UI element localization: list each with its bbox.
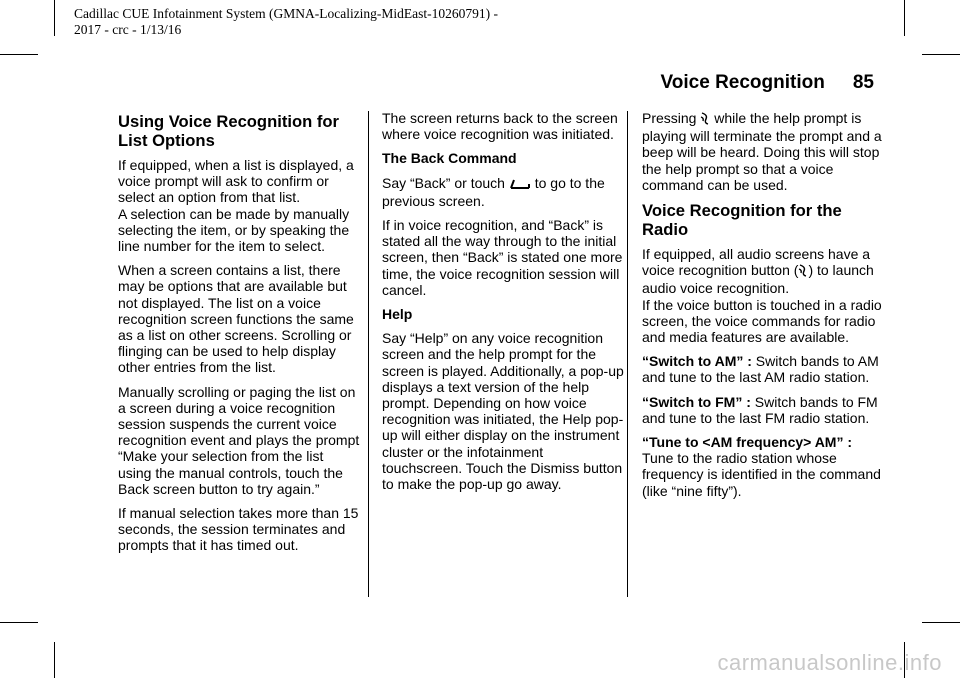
paragraph: If equipped, all audio screens have a voice recognition button ( ) to launch audio voice recognition. If the voice button is touched in a radio screen, the voice commands for radio and media features are available. [642,246,882,346]
paragraph: If manual selection takes more than 15 seconds, the session terminates and prompts that it has timed out. [118,505,359,554]
crop-mark [922,622,960,623]
crop-mark [54,0,55,36]
paragraph: Say “Back” or touch to go to the previous screen. [382,174,605,209]
column-divider [368,111,369,597]
paragraph: When a screen contains a list, there may be options that are available but not displayed. The list on a voice recognition screen functions the same as a list on other screens. Scrolling or flinging can be used to help display other entries from the list. [118,262,354,376]
section-title: Voice Recognition [660,72,825,93]
meta-line-2: 2017 - crc - 1/13/16 [74,22,182,37]
paragraph: The screen returns back to the screen where voice recognition was initiated. [382,110,618,143]
heading-help: Help [382,306,413,323]
meta-line-1: Cadillac CUE Infotainment System (GMNA-Localizing-MidEast-10260791) - [74,6,499,21]
crop-mark [54,642,55,678]
paragraph: Pressing while the help prompt is playing will terminate the prompt and a beep will be heard. Doing this will stop the help prompt so that a voice command can be used. [642,110,882,193]
document-meta [74,6,498,38]
command-item: “Switch to FM” : Switch bands to FM and tune to the last FM radio station. [642,393,878,426]
heading-radio: Voice Recognition for the Radio [642,201,842,240]
page-number: 85 [852,72,874,93]
column-3 [642,110,884,507]
running-header [661,72,874,94]
watermark: carmanualsonline.info [717,650,942,675]
paragraph: Say “Help” on any voice recognition screen and the help prompt for the screen is played. Additionally, a pop-up displays a text version of the help prompt. Depending on how voice recognition was initiated, the Help pop-up will either display on the instrument cluster or the infotainment touchscreen. Touch the Dismiss button to make the pop-up go away. [382,330,624,493]
crop-mark [904,0,905,36]
heading-list-options: Using Voice Recognition for List Options [118,112,339,150]
paragraph: If in voice recognition, and “Back” is stated all the way through to the initial screen, then “Back” is stated one more time, the voice recognition session will cancel. [382,217,623,298]
command-item: “Tune to <AM frequency> AM” : Tune to the radio station whose frequency is identified in the command (like “nine fifty”). [642,434,881,499]
crop-mark [0,622,38,623]
back-arrow-icon [509,177,531,193]
paragraph: If equipped, when a list is displayed, a voice prompt will ask to confirm or select an option from that list. A selection can be made by manually selecting the item, or by speaking the line number for the item to select. [118,157,354,255]
column-2 [382,110,624,500]
column-1 [118,110,360,562]
column-divider [627,111,628,597]
voice-recognition-icon [700,111,710,128]
paragraph: Manually scrolling or paging the list on a screen during a voice recognition session suspends the current voice recognition event and plays the prompt “Make your selection from the list using the manual controls, touch the Back screen button to try again.” [118,383,360,497]
crop-mark [0,54,38,55]
heading-back-command: The Back Command [382,150,517,167]
voice-recognition-icon [798,263,808,280]
crop-mark [922,54,960,55]
command-item: “Switch to AM” : Switch bands to AM and tune to the last AM radio station. [642,353,879,386]
